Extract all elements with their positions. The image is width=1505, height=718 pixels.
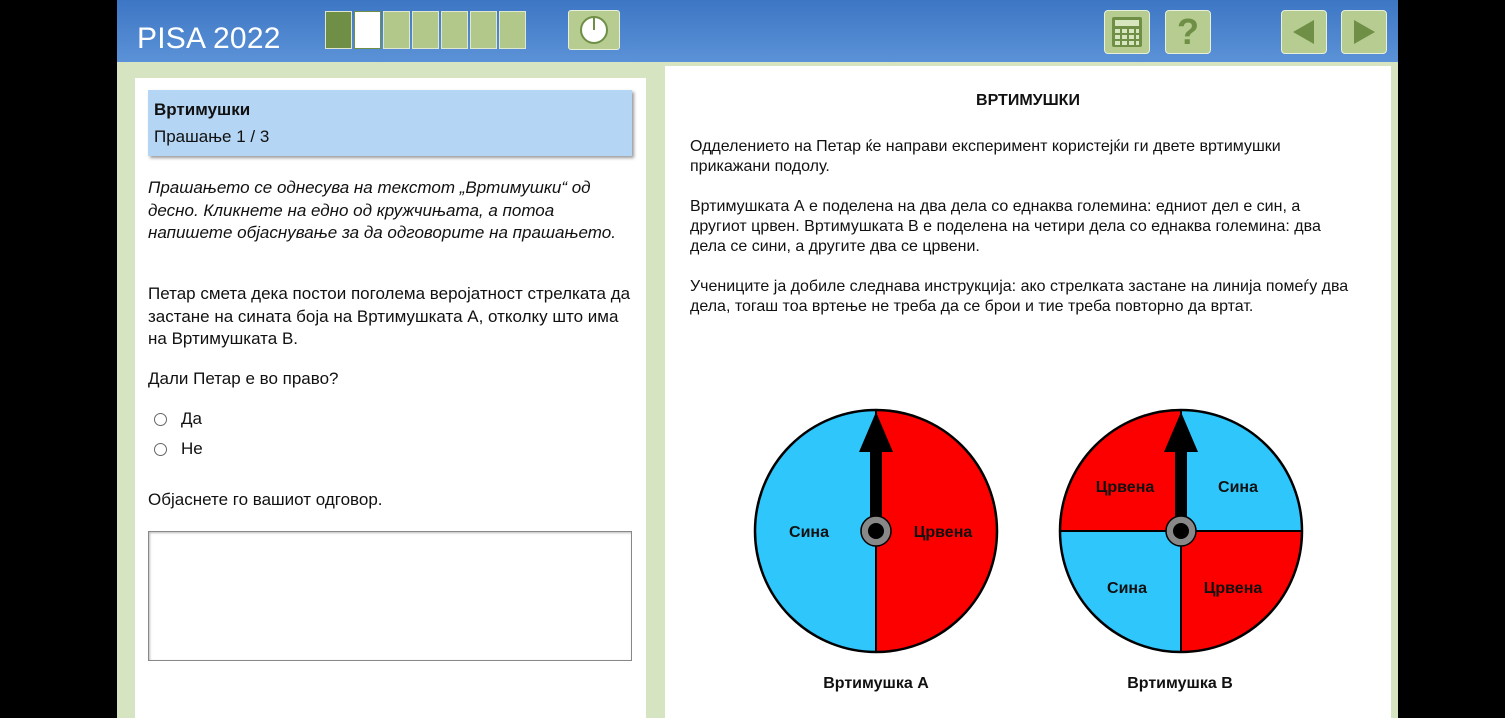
question-content: [135, 78, 646, 718]
question-panel: [123, 66, 658, 718]
option-yes[interactable]: [154, 409, 202, 429]
option-label: Да: [181, 409, 202, 428]
spinner-b-section-1: [1181, 410, 1302, 531]
stimulus-panel: [665, 66, 1391, 718]
question-prompt: Дали Петар е во право?: [148, 369, 339, 388]
arrow-left-icon: [1289, 17, 1319, 47]
spinner-a-label-1: Црвена: [913, 524, 973, 541]
spinner-b-section-0: [1060, 410, 1181, 531]
progress-segment: [383, 11, 410, 49]
unit-title: Вртимушки: [154, 100, 251, 119]
spinner-b-label-3: Црвена: [1203, 580, 1263, 597]
progress-bar: [325, 11, 528, 49]
spinners-figure: [665, 396, 1391, 666]
explain-label: Објаснете го вашиот одговор.: [148, 490, 383, 509]
progress-segment: [441, 11, 468, 49]
top-toolbar: [117, 0, 1398, 62]
progress-segment: [325, 11, 352, 49]
progress-segment: [499, 11, 526, 49]
question-text: Петар смета дека постои поголема веројатност стрелката да застане на сината боја на Вртимушката А, отколку што има на Вртимушката В.: [148, 284, 631, 348]
spinner-b-label-2: Сина: [1107, 580, 1147, 597]
option-no[interactable]: [154, 439, 203, 459]
brand-title: PISA 2022: [137, 22, 281, 55]
spinner-b-label-0: Црвена: [1095, 479, 1155, 496]
stimulus-paragraph: Учениците ја добиле следнава инструкција: ако стрелката застане на линија помеѓу два дела, тогаш тоа вртење не треба да се брои и тие треба повторно да вртат.: [690, 278, 1349, 315]
stimulus-paragraph: Одделението на Петар ќе направи експеримент користејќи ги двете вртимушки прикажани подолу.: [690, 138, 1281, 175]
radio-button[interactable]: [154, 443, 167, 456]
next-button[interactable]: [1341, 10, 1387, 54]
question-counter: Прашање 1 / 3: [154, 127, 270, 146]
help-button[interactable]: [1165, 10, 1211, 54]
spinner-b-label-1: Сина: [1218, 479, 1258, 496]
spinner-a-caption: Вртимушка А: [823, 675, 929, 692]
help-icon: ?: [1177, 11, 1199, 52]
spinner-b: [1060, 410, 1302, 652]
option-label: Не: [181, 439, 203, 458]
unit-header: [148, 90, 632, 156]
progress-segment-current: [354, 11, 381, 49]
instruction-text: Прашањето се однесува на текстот „Вртимушки“ од десно. Кликнете на едно од кружчињата, а потоа напишете објаснување за да одговорите на прашањето.: [148, 178, 616, 242]
progress-segment: [412, 11, 439, 49]
calculator-button[interactable]: [1104, 10, 1150, 54]
stimulus-paragraph: Вртимушката А е поделена на два дела со еднаква големина: едниот дел е син, а другиот црвен. Вртимушката В е поделена на четири дела со еднаква големина: два дела се сини, а другите два се црвени.: [690, 198, 1321, 255]
clock-icon: [578, 14, 610, 46]
pisa-test-window: [117, 0, 1398, 718]
answer-textarea[interactable]: [148, 531, 632, 661]
calculator-icon: [1110, 15, 1144, 49]
spinner-a: [755, 410, 997, 652]
spinner-b-caption: Вртимушка В: [1127, 675, 1233, 692]
previous-button[interactable]: [1281, 10, 1327, 54]
timer-button[interactable]: [568, 10, 620, 50]
arrow-right-icon: [1349, 17, 1379, 47]
spinner-a-label-0: Сина: [789, 524, 829, 541]
radio-button[interactable]: [154, 413, 167, 426]
progress-segment: [470, 11, 497, 49]
stimulus-title: ВРТИМУШКИ: [976, 92, 1080, 109]
